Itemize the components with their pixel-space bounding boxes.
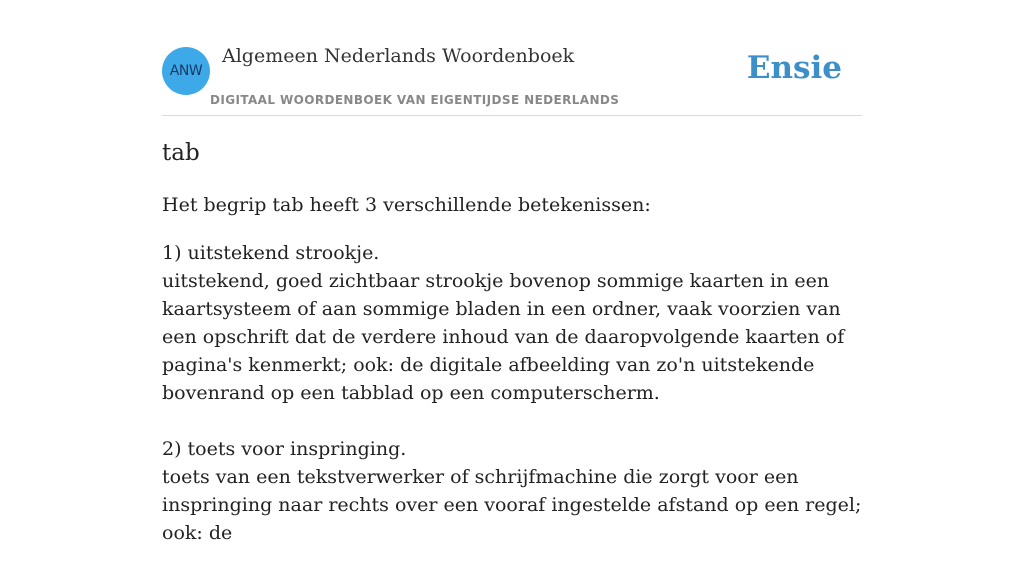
entry-intro: Het begrip tab heeft 3 verschillende betekenissen: (162, 194, 651, 216)
entry-headword: tab (162, 140, 200, 166)
ensie-brand-link[interactable]: Ensie (746, 50, 842, 86)
site-header (162, 0, 862, 116)
site-subtitle: DIGITAAL WOORDENBOEK VAN EIGENTIJDSE NEDERLANDS (210, 93, 620, 107)
definitions-list (162, 239, 862, 575)
definition-title: 2) toets voor inspringing. (162, 438, 407, 460)
anw-logo[interactable] (162, 47, 210, 95)
definition-item (162, 239, 862, 407)
definition-text: toets van een tekstverwerker of schrijfmachine die zorgt voor een inspringing naar rechts over een vooraf ingestelde afstand op een regel; ook: de (162, 466, 862, 544)
definition-text: uitstekend, goed zichtbaar strookje bovenop sommige kaarten in een kaartsysteem of aan sommige bladen in een ordner, vaak voorzien van een opschrift dat de verdere inhoud van de daaropvolgende kaarten of pagina's kenmerkt; ook: de digitale afbeelding van zo'n uitstekende bovenrand op een tabblad op een computerscherm. (162, 270, 845, 404)
definition-title: 1) uitstekend strookje. (162, 242, 380, 264)
site-title[interactable]: Algemeen Nederlands Woordenboek (222, 45, 575, 67)
page-container (162, 0, 862, 544)
definition-item (162, 435, 862, 547)
logo-text: ANW (169, 63, 203, 79)
